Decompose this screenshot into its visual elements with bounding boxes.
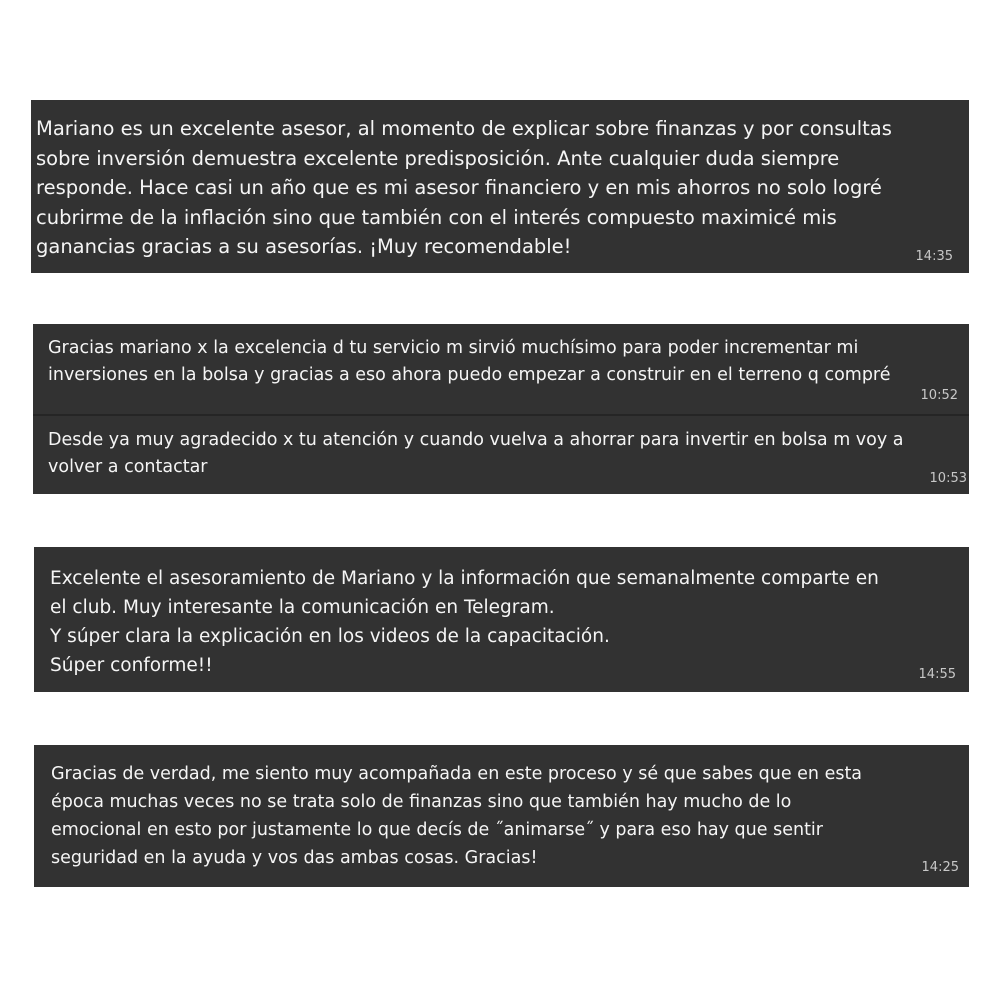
message-text [36, 114, 892, 262]
message-line: Súper conforme!! [50, 655, 213, 676]
message-line: Mariano es un excelente asesor, al momento de explicar sobre finanzas y por consultas [36, 117, 892, 140]
message-line: cubrirme de la inflación sino que también con el interés compuesto maximicé mis [36, 205, 837, 229]
message-line: Gracias mariano x la excelencia d tu servicio m sirvió muchísimo para poder incrementar mi [48, 338, 859, 358]
message-text [51, 760, 862, 872]
message-line: Excelente el asesoramiento de Mariano y la información que semanalmente comparte en [50, 568, 879, 589]
message-line: ganancias gracias a su asesorías. ¡Muy recomendable! [36, 235, 572, 258]
message-line: Desde ya muy agradecido x tu atención y cuando vuelva a ahorrar para invertir en bolsa m voy a [48, 430, 904, 450]
message-line: inversiones en la bolsa y gracias a eso ahora puedo empezar a construir en el terreno q compré [48, 365, 891, 385]
message-line: responde. Hace casi un año que es mi asesor financiero y en mis ahorros no solo logré [36, 176, 882, 199]
message-line: emocional en esto por justamente lo que decís de ˝animarse˝ y para eso hay que sentir [51, 820, 823, 840]
message-line: el club. Muy interesante la comunicación en Telegram. [50, 597, 555, 618]
message-divider [33, 414, 969, 416]
message-bubble[interactable] [31, 100, 969, 273]
message-timestamp: 10:53 [929, 471, 967, 486]
message-line: época muchas veces no se trata solo de finanzas sino que también hay mucho de lo [51, 792, 792, 812]
message-timestamp: 10:52 [920, 388, 958, 403]
message-text[interactable] [48, 427, 904, 481]
message-group [33, 324, 969, 494]
message-line: Gracias de verdad, me siento muy acompañada en este proceso y sé que sabes que en esta [51, 764, 863, 784]
message-timestamp: 14:55 [918, 667, 956, 682]
message-bubble[interactable] [34, 547, 969, 692]
message-timestamp: 14:25 [921, 860, 959, 875]
message-text[interactable] [48, 335, 891, 389]
message-text [50, 564, 879, 680]
message-line: sobre inversión demuestra excelente predisposición. Ante cualquier duda siempre [36, 146, 840, 170]
message-bubble[interactable] [34, 745, 969, 887]
message-line: Y súper clara la explicación en los videos de la capacitación. [50, 626, 610, 647]
message-timestamp: 14:35 [915, 249, 953, 264]
message-line: seguridad en la ayuda y vos das ambas cosas. Gracias! [51, 848, 538, 868]
message-line: volver a contactar [48, 457, 208, 477]
